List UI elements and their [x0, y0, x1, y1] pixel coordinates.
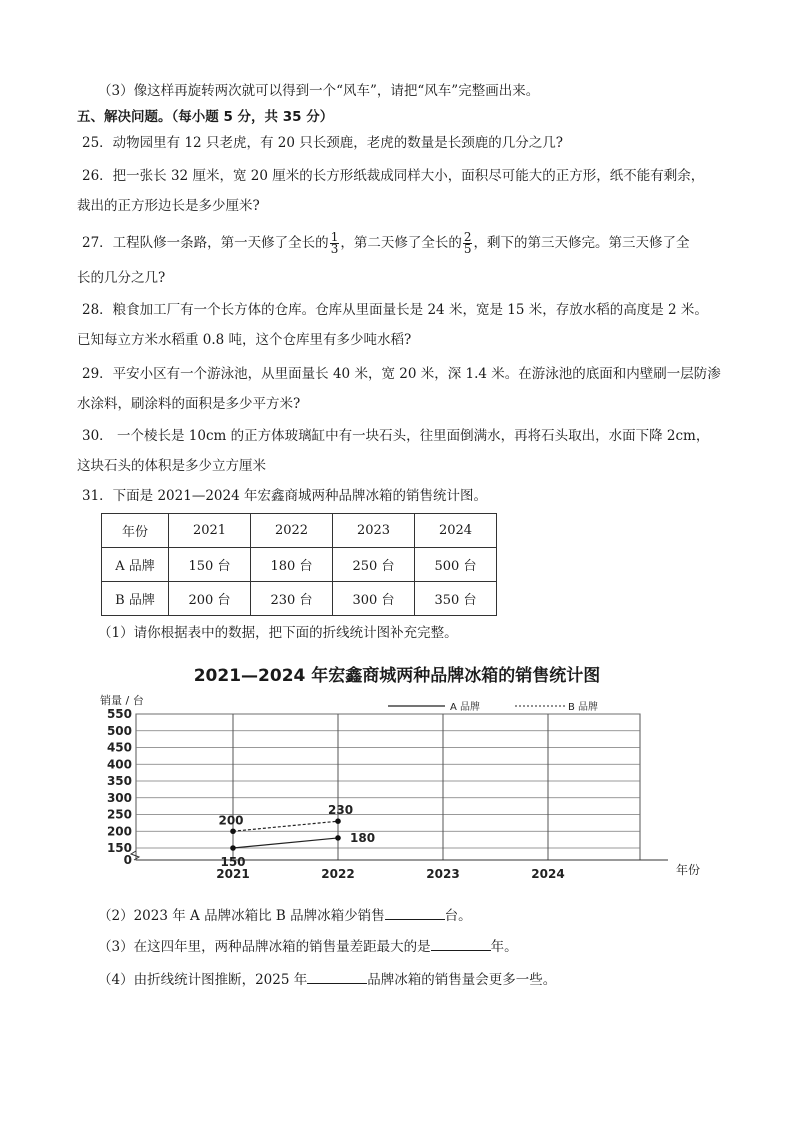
- question-26-line2: 裁出的正方形边长是多少厘米?: [77, 198, 260, 214]
- table-cell: 2022: [251, 514, 333, 548]
- table-cell: 350 台: [415, 582, 497, 616]
- table-cell: 2021: [169, 514, 251, 548]
- table-row: [102, 582, 497, 616]
- legend-label-a: A 品牌: [450, 702, 481, 713]
- y-tick-label: 350: [106, 774, 132, 788]
- question-31-part1: （1）请你根据表中的数据，把下面的折线统计图补充完整。: [98, 625, 458, 641]
- question-28-line1: 28．粮食加工厂有一个长方体的仓库。仓库从里面量长是 24 米，宽是 15 米，存放水稻的高度是 2 米。: [82, 302, 708, 318]
- question-26-line1: 26．把一张长 32 厘米，宽 20 厘米的长方形纸裁成同样大小，面积尽可能大的正方形，纸不能有剩余，: [82, 168, 705, 184]
- series-line: [233, 821, 338, 831]
- y-tick-label: 200: [106, 824, 132, 839]
- line-chart: [0, 686, 794, 886]
- question-31-part4: （4）由折线统计图推断，2025 年 品牌冰箱的销售量会更多一些。: [98, 969, 556, 990]
- y-axis-label: 销量 / 台: [100, 694, 144, 707]
- question-29-line1: 29．平安小区有一个游泳池，从里面量长 40 米，宽 20 米，深 1.4 米。在游泳池的底面和内壁刷一层防渗: [82, 366, 721, 382]
- table-row: [102, 548, 497, 582]
- question-31-part3: （3）在这四年里，两种品牌冰箱的销售量差距最大的是 年。: [98, 936, 518, 957]
- table-cell: 200 台: [169, 582, 251, 616]
- question-25: 25．动物园里有 12 只老虎，有 20 只长颈鹿，老虎的数量是长颈鹿的几分之几?: [82, 135, 563, 151]
- x-tick-label: 2023: [426, 867, 460, 881]
- fraction-one-third: $\frac{1}{3}$: [330, 230, 339, 256]
- table-cell: 230 台: [251, 582, 333, 616]
- question-31-part2: （2）2023 年 A 品牌冰箱比 B 品牌冰箱少销售 台。: [98, 905, 472, 926]
- y-tick-label: 300: [106, 790, 132, 805]
- y-tick-label: 550: [106, 707, 132, 721]
- question-30-line1: 30． 一个棱长是 10cm 的正方体玻璃缸中有一块石头，往里面倒满水，再将石头取出，水面下降 2cm，: [82, 428, 710, 444]
- answer-blank[interactable]: [431, 936, 491, 951]
- answer-blank[interactable]: [385, 905, 445, 920]
- data-label: 180: [350, 830, 376, 845]
- table-cell: 2023: [333, 514, 415, 548]
- q27-text-c: ，剩下的第三天修完。第三天修了全: [473, 235, 690, 251]
- table-cell: 180 台: [251, 548, 333, 582]
- data-point: [335, 835, 341, 841]
- section-title: 五、解决问题。（每小题 5 分，共 35 分）: [77, 109, 334, 125]
- question-28-line2: 已知每立方米水稻重 0.8 吨，这个仓库里有多少吨水稻?: [77, 332, 412, 348]
- data-point: [230, 828, 236, 834]
- x-tick-label: 2022: [321, 867, 355, 881]
- answer-blank[interactable]: [307, 969, 367, 984]
- y-tick-label: 500: [106, 723, 132, 738]
- q27-text-a: 27．工程队修一条路，第一天修了全长的: [82, 235, 329, 251]
- table-cell: 500 台: [415, 548, 497, 582]
- question-31: 31．下面是 2021—2024 年宏鑫商城两种品牌冰箱的销售统计图。: [82, 488, 487, 504]
- y-tick-label: 0: [123, 853, 132, 867]
- chart-title: 2021—2024 年宏鑫商城两种品牌冰箱的销售统计图: [193, 666, 601, 686]
- y-tick-label: 150: [106, 841, 132, 855]
- data-label: 200: [218, 813, 244, 828]
- table-cell: 150 台: [169, 548, 251, 582]
- table-cell: A 品牌: [102, 548, 169, 582]
- table-cell: 250 台: [333, 548, 415, 582]
- question-27-line2: 长的几分之几?: [77, 270, 166, 286]
- table-header-row: [102, 514, 497, 548]
- data-label: 150: [220, 855, 246, 869]
- table-cell: 年份: [102, 514, 169, 548]
- table-cell: B 品牌: [102, 582, 169, 616]
- legend-label-b: B 品牌: [568, 702, 599, 713]
- question-3-rotate: （3）像这样再旋转两次就可以得到一个“风车”，请把“风车”完整画出来。: [98, 83, 540, 99]
- fraction-two-fifths: $\frac{2}{5}$: [463, 230, 472, 256]
- y-tick-label: 450: [106, 740, 132, 755]
- y-tick-label: 250: [106, 807, 132, 822]
- question-29-line2: 水涂料，刷涂料的面积是多少平方米?: [77, 396, 301, 412]
- data-label: 230: [328, 803, 354, 818]
- data-point: [335, 818, 341, 824]
- series-line: [233, 838, 338, 848]
- data-point: [230, 845, 236, 851]
- sales-table: [101, 513, 497, 616]
- table-cell: 2024: [415, 514, 497, 548]
- x-tick-label: 2024: [531, 867, 565, 881]
- axis-break-mark: [131, 851, 139, 860]
- x-axis-label: 年份: [676, 863, 701, 877]
- q27-text-b: ，第二天修了全长的: [340, 235, 462, 251]
- question-30-line2: 这块石头的体积是多少立方厘米: [77, 458, 266, 474]
- table-cell: 300 台: [333, 582, 415, 616]
- y-tick-label: 400: [106, 757, 132, 772]
- plot-frame: [136, 714, 640, 860]
- x-tick-label: 2021: [216, 867, 250, 881]
- question-27-line1: [82, 232, 689, 255]
